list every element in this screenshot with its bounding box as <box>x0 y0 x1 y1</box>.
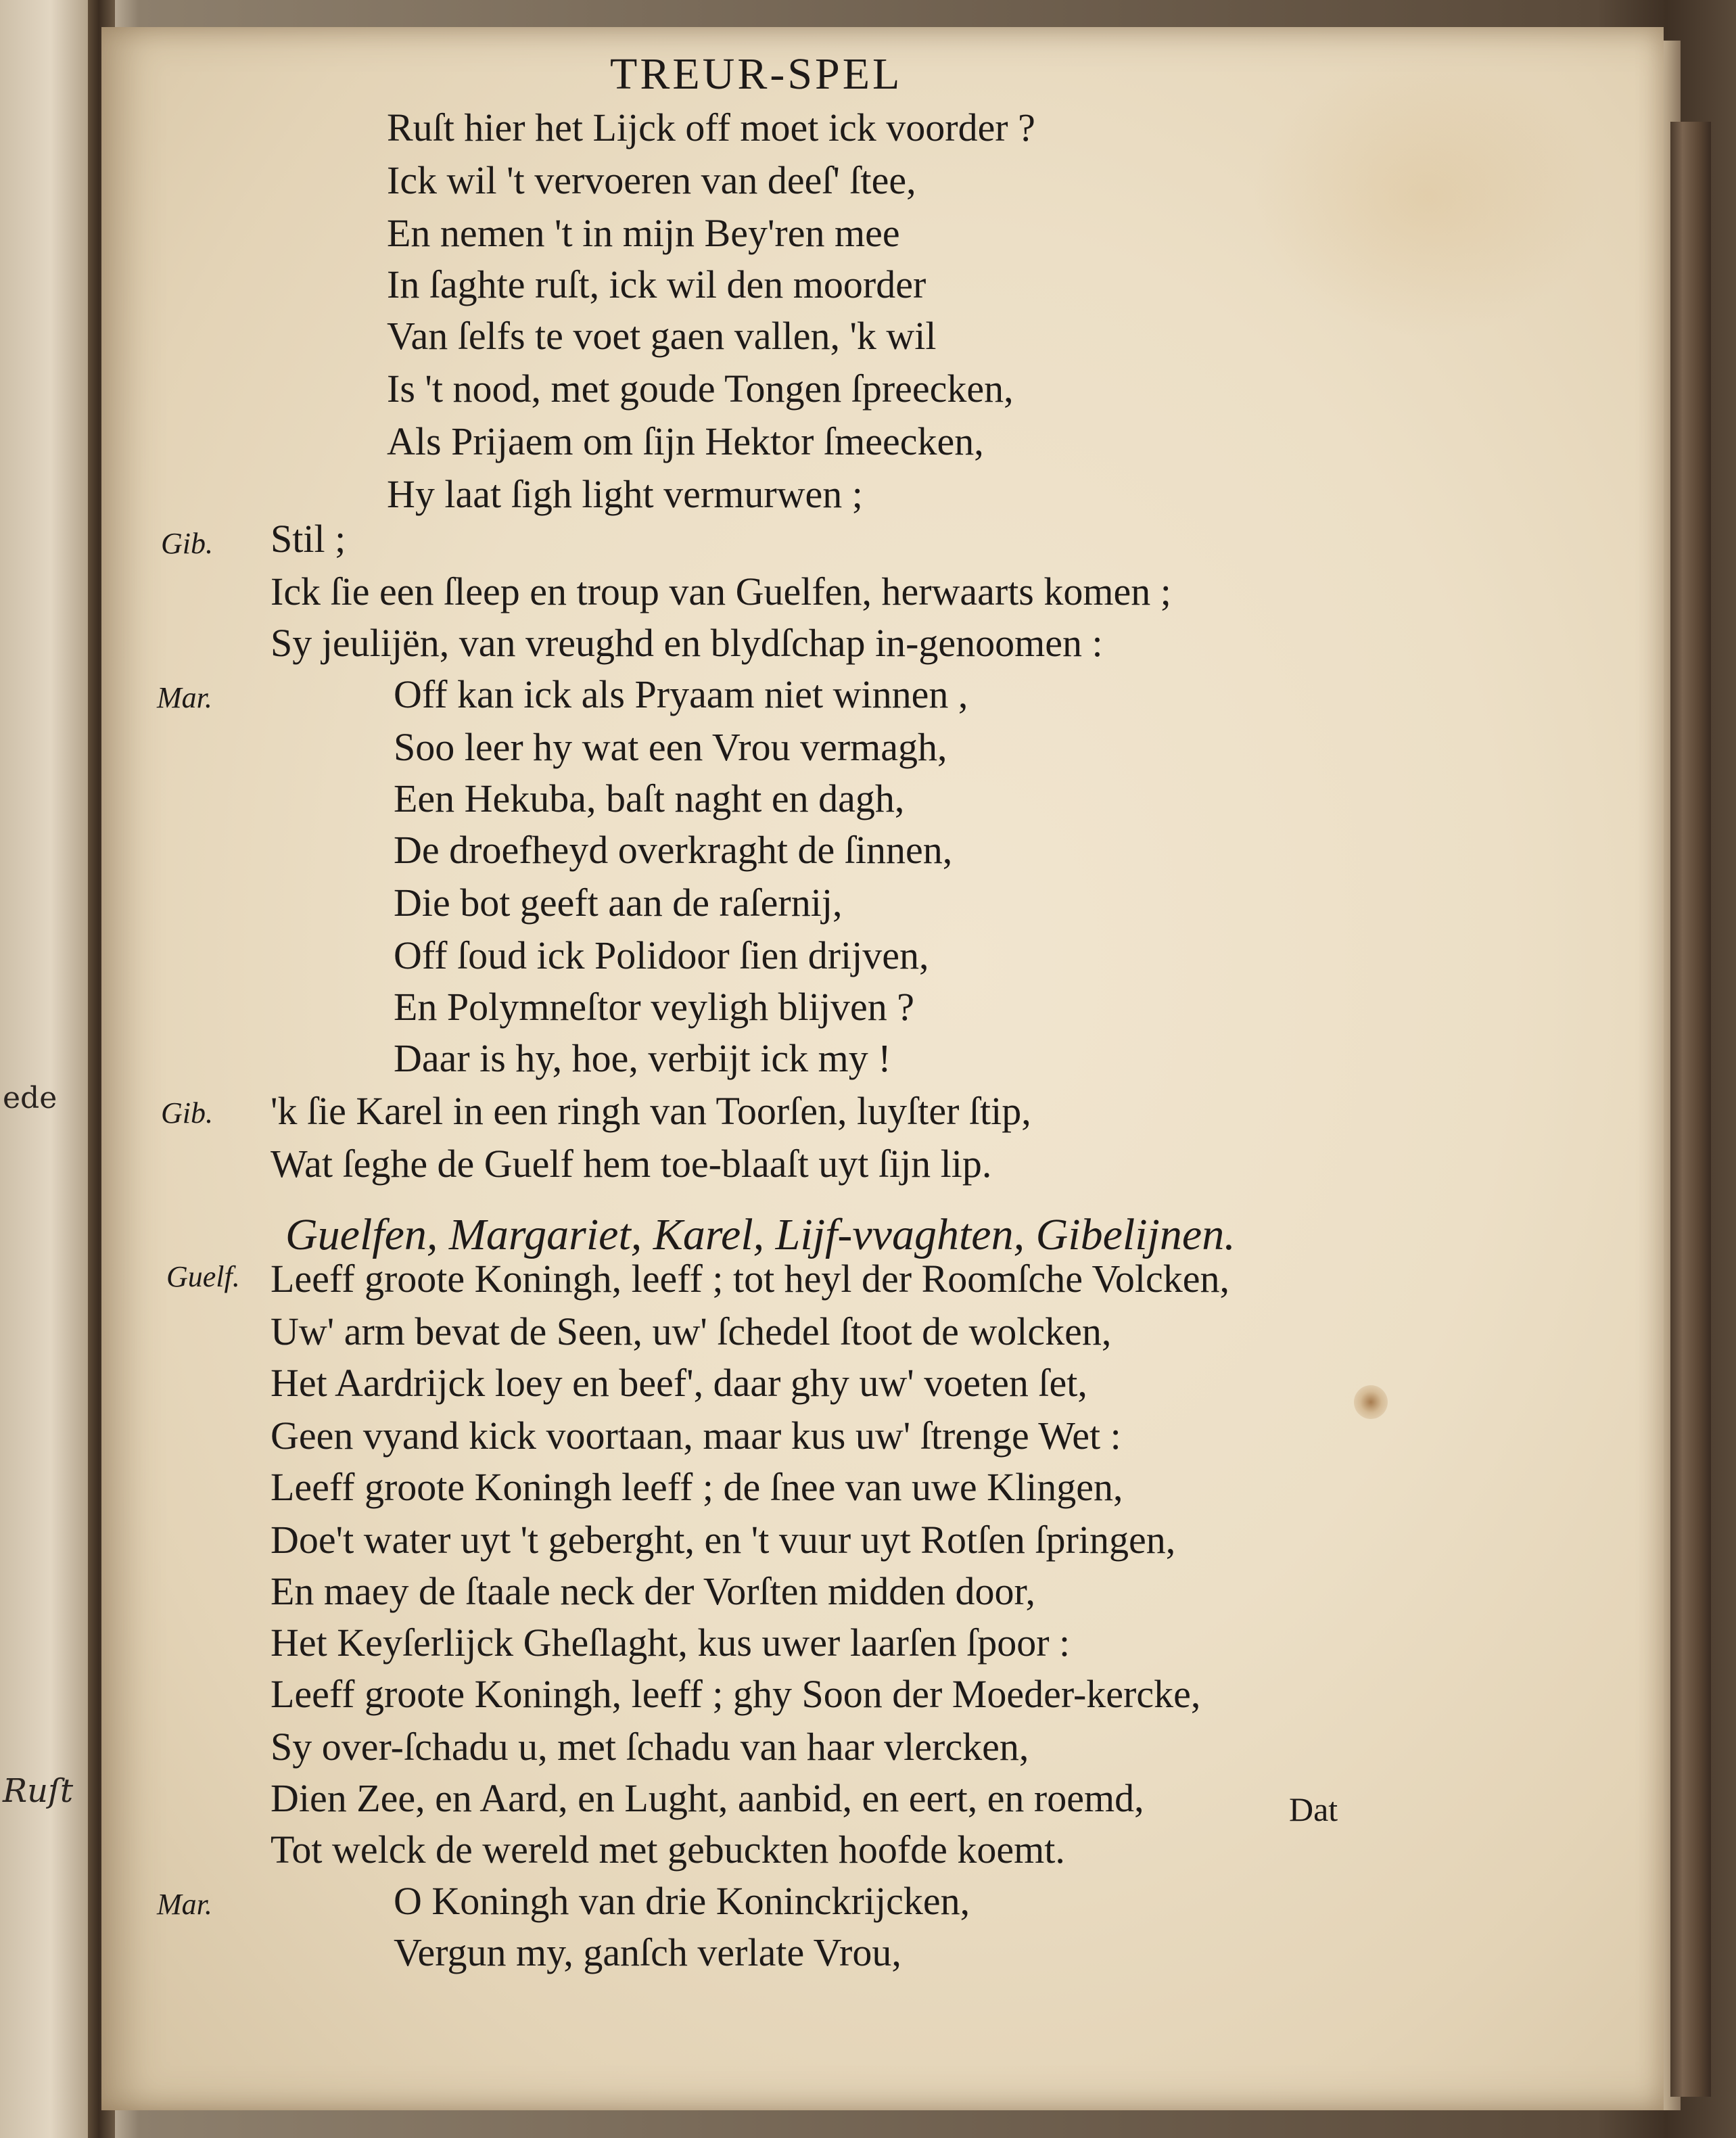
verse-line: Die bot geeft aan de raſernij, <box>394 881 843 925</box>
speaker-label: Gib. <box>161 527 213 560</box>
verse-line: Off kan ick als Pryaam niet winnen , <box>394 672 968 716</box>
verse-line: Is 't nood, met goude Tongen ſpreecken, <box>387 367 1014 411</box>
previous-page-sliver <box>0 0 101 2138</box>
verse-line: Ick ſie een ſleep en troup van Guelfen, herwaarts komen ; <box>271 570 1171 613</box>
verse-line: Dien Zee, en Aard, en Lught, aanbid, en eert, en roemd, <box>271 1776 1144 1820</box>
left-page-fragment: Ruſt <box>3 1772 74 1810</box>
cast-list-heading: Guelfen, Margariet, Karel, Lijf-vvaghten, Gibelijnen. <box>285 1210 1236 1259</box>
verse-line: En Polymneſtor veyligh blijven ? <box>394 985 915 1029</box>
verse-line: Uw' arm bevat de Seen, uw' ſchedel ſtoot de wolcken, <box>271 1309 1112 1353</box>
verse-line: Stil ; <box>271 517 346 561</box>
verse-line: 'k ſie Karel in een ringh van Toorſen, luyſter ſtip, <box>271 1089 1031 1133</box>
verse-line: De droefheyd overkraght de ſinnen, <box>394 828 953 872</box>
verse-line: Off ſoud ick Polidoor ſien drijven, <box>394 933 929 977</box>
verse-line: Een Hekuba, baſt naght en dagh, <box>394 776 905 820</box>
verse-line: Het Aardrijck loey en beef', daar ghy uw' voeten ſet, <box>271 1361 1087 1405</box>
verse-line: Ick wil 't vervoeren van deeſ' ſtee, <box>387 158 916 202</box>
verse-line: Vergun my, ganſch verlate Vrou, <box>394 1930 901 1974</box>
verse-line: Het Keyſerlijck Gheſlaght, kus uwer laarſen ſpoor : <box>271 1621 1071 1665</box>
verse-line: Tot welck de wereld met gebuckten hoofde koemt. <box>271 1828 1065 1872</box>
speaker-label: Mar. <box>157 681 212 714</box>
verse-line: Wat ſeghe de Guelf hem toe-blaaſt uyt ſijn lip. <box>271 1142 992 1186</box>
verse-line: Geen vyand kick voortaan, maar kus uw' ſtrenge Wet : <box>271 1414 1121 1458</box>
verse-line: In ſaghte ruſt, ick wil den moorder <box>387 262 926 306</box>
foxing-stain <box>1354 1385 1388 1419</box>
verse-line: Hy laat ſigh light vermurwen ; <box>387 472 863 516</box>
book-cover-edge <box>1670 122 1711 2097</box>
verse-line: Soo leer hy wat een Vrou vermagh, <box>394 725 947 769</box>
verse-line: Sy over-ſchadu u, met ſchadu van haar vlercken, <box>271 1725 1029 1769</box>
verse-line: Daar is hy, hoe, verbijt ick my ! <box>394 1036 891 1080</box>
speaker-label: Gib. <box>161 1096 213 1130</box>
left-page-fragment: ede <box>3 1081 57 1115</box>
water-stain <box>1251 54 1603 338</box>
verse-line: O Koningh van drie Koninckrijcken, <box>394 1879 970 1923</box>
verse-line: Als Prijaem om ſijn Hektor ſmeecken, <box>387 419 984 463</box>
verse-line: Doe't water uyt 't geberght, en 't vuur uyt Rotſen ſpringen, <box>271 1518 1176 1562</box>
verse-line: Sy jeulijën, van vreughd en blydſchap in-genoomen : <box>271 621 1103 665</box>
verse-line: Leeff groote Koningh, leeff ; tot heyl der Roomſche Volcken, <box>271 1257 1229 1301</box>
verse-line: En maey de ſtaale neck der Vorſten midden door, <box>271 1569 1035 1613</box>
verse-line: Leeff groote Koningh, leeff ; ghy Soon der Moeder-kercke, <box>271 1672 1201 1716</box>
speaker-label: Guelf. <box>166 1260 240 1293</box>
verse-line: Leeff groote Koningh leeff ; de ſnee van uwe Klingen, <box>271 1465 1123 1509</box>
verse-line: Ruſt hier het Lijck off moet ick voorder ? <box>387 106 1035 149</box>
verse-line: Van ſelfs te voet gaen vallen, 'k wil <box>387 314 937 358</box>
verse-line: En nemen 't in mijn Bey'ren mee <box>387 211 900 255</box>
catchword: Dat <box>1289 1790 1338 1828</box>
speaker-label: Mar. <box>157 1888 212 1921</box>
running-header: TREUR-SPEL <box>610 49 903 99</box>
